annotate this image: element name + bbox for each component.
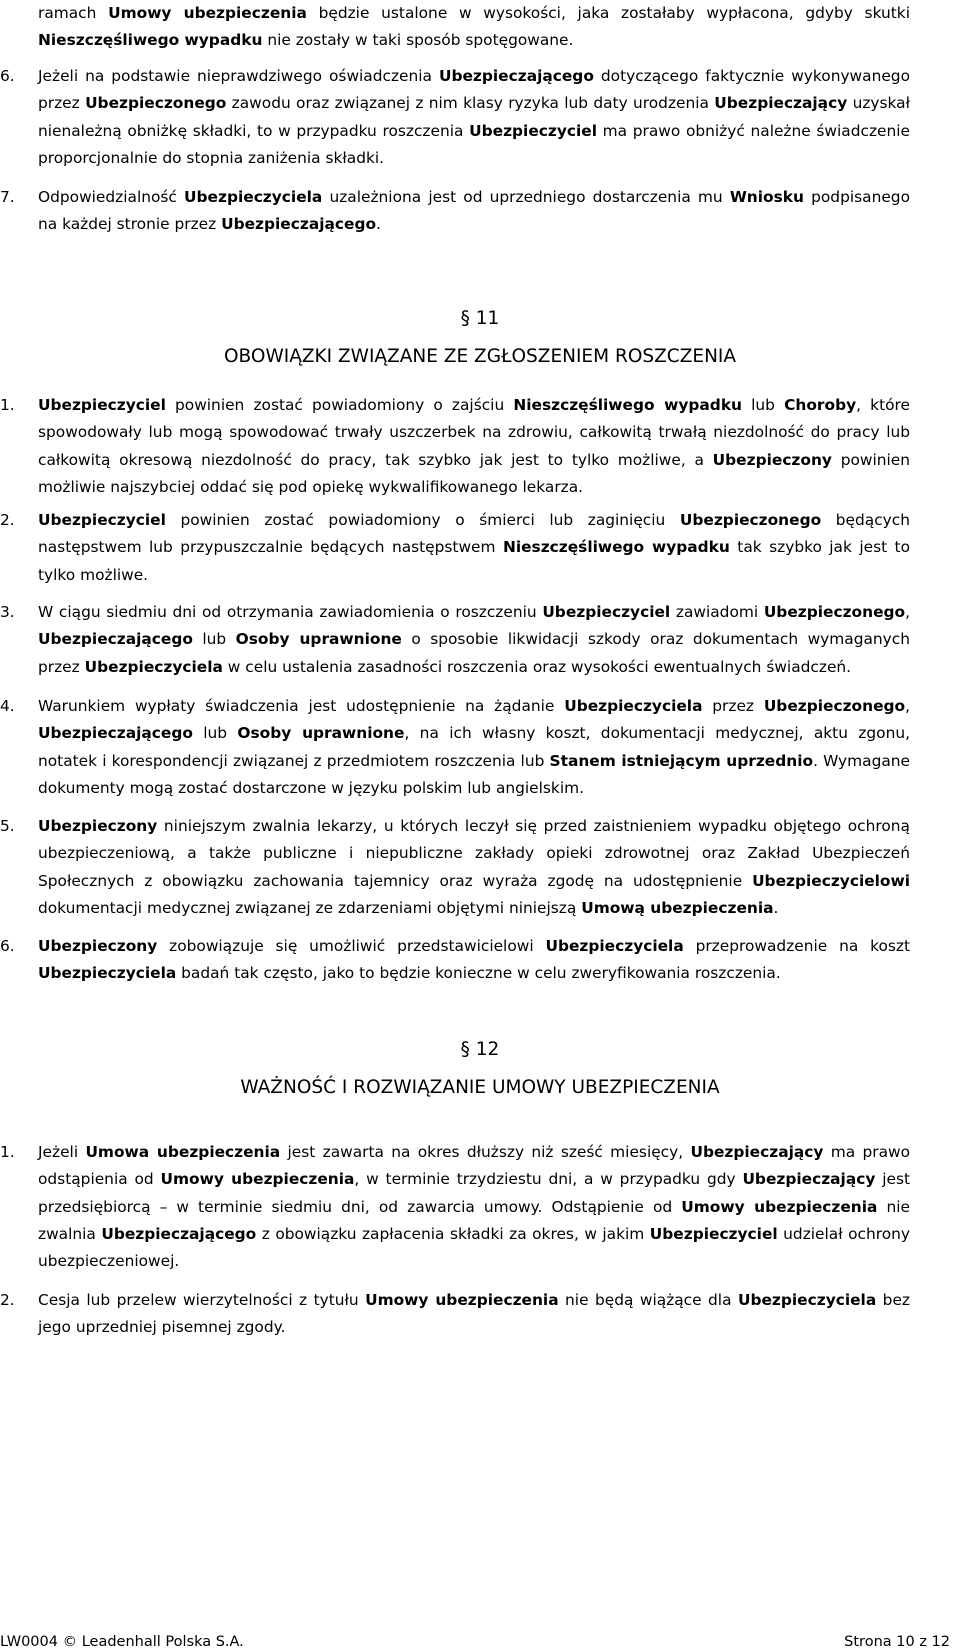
- text-run: Warunkiem wypłaty świadczenia jest udostępnienie na żądanie: [38, 697, 565, 715]
- defined-term: Ubezpieczającego: [38, 630, 193, 649]
- defined-term: Ubezpieczyciela: [564, 697, 703, 715]
- text-run: przez: [702, 697, 764, 715]
- defined-term: Ubezpieczyciel: [649, 1224, 778, 1243]
- section11-item-6: [0, 933, 910, 988]
- text-run: ramach: [38, 4, 109, 22]
- text-run: zawiadomi: [670, 603, 764, 621]
- text-run: nie zostały w taki sposób spotęgowane.: [262, 31, 574, 50]
- section12-item-1: [0, 1139, 910, 1275]
- text-run: ma prawo obniżyć należne świadczenie proporcjonalnie do stopnia zaniżenia składki.: [38, 121, 910, 167]
- text-run: udzielał ochrony ubezpieczeniowej.: [38, 1224, 910, 1271]
- text-run: powinien zostać powiadomiony o zajściu: [165, 396, 514, 414]
- text-run: przeprowadzenie na koszt: [683, 937, 911, 955]
- footer-page-number: Strona 10 z 12: [844, 1634, 950, 1650]
- item-text: [38, 599, 910, 681]
- defined-term: Ubezpieczającego: [438, 67, 594, 85]
- text-run: ,: [905, 603, 910, 621]
- item-number: 3.: [0, 603, 15, 621]
- defined-term: Ubezpieczony: [38, 817, 158, 835]
- text-run: uzależniona jest od uprzedniego dostarczenia mu: [322, 188, 730, 206]
- defined-term: Umową ubezpieczenia: [581, 898, 774, 917]
- defined-term: Wniosku: [729, 188, 804, 206]
- text-run: niniejszym zwalnia lekarzy, u których leczył się przed zaistnieniem wypadku objętego ochroną ubezpieczeniową, a także publiczne i niepubliczne zakłady opieki zdrowotnej oraz Zakład Ubezpieczeń Społecznych z obowiązku zachowania tajemnicy oraz wyraża zgodę na udostępnienie: [38, 817, 910, 890]
- text-run: .: [773, 898, 779, 917]
- text-run: W ciągu siedmiu dni od otrzymania zawiadomienia o roszczeniu: [38, 603, 543, 621]
- defined-term: Umowy ubezpieczenia: [681, 1197, 878, 1216]
- item-text: [38, 813, 910, 922]
- defined-term: Ubezpieczony: [38, 937, 158, 955]
- text-run: nie będą wiążące dla: [558, 1291, 738, 1309]
- text-run: podpisanego na każdej stronie przez: [38, 188, 910, 234]
- section11-item-5: [0, 813, 910, 922]
- text-run: , które spowodowały lub mogą spowodować trwały uszczerbek na zdrowiu, całkowitą trwałą niezdolność do pracy lub całkowitą okresową niezdolność do pracy, tak szybko jak jest to tylko możliwe, a: [38, 396, 910, 469]
- text-run: Jeżeli na podstawie nieprawdziwego oświadczenia: [38, 67, 439, 85]
- text-run: nie zwalnia: [38, 1197, 910, 1243]
- defined-term: Ubezpieczyciel: [38, 511, 166, 529]
- defined-term: Nieszczęśliwego wypadku: [38, 31, 263, 50]
- item-text: [38, 63, 910, 172]
- section11-item-3: [0, 599, 910, 681]
- section10-item-6: [0, 63, 910, 172]
- defined-term: Stanem istniejącym uprzednio: [549, 751, 814, 770]
- item-text: [38, 693, 910, 802]
- text-run: powinien zostać powiadomiony o śmierci lub zaginięciu: [165, 511, 680, 529]
- defined-term: Ubezpieczonego: [85, 94, 227, 113]
- text-run: w celu ustalenia zasadności roszczenia oraz wysokości ewentualnych świadczeń.: [222, 657, 852, 676]
- defined-term: Ubezpieczonego: [763, 603, 906, 621]
- text-run: Odpowiedzialność: [38, 188, 185, 206]
- text-run: będących następstwem lub przypuszczalnie będących następstwem: [38, 511, 910, 557]
- text-run: lub: [742, 396, 785, 414]
- text-run: zobowiązuje się umożliwić przedstawicielowi: [157, 937, 546, 955]
- item-text: [38, 1287, 910, 1342]
- defined-term: Ubezpieczającego: [38, 724, 193, 743]
- text-run: uzyskał nienależną obniżkę składki, to w przypadku roszczenia: [38, 94, 910, 140]
- section-title: WAŻNOŚĆ I ROZWIĄZANIE UMOWY UBEZPIECZENIA: [240, 1077, 720, 1098]
- section-number: § 12: [460, 1039, 500, 1060]
- defined-term: Ubezpieczający: [742, 1170, 876, 1189]
- defined-term: Nieszczęśliwego wypadku: [502, 538, 730, 557]
- defined-term: Umowy ubezpieczenia: [365, 1291, 559, 1309]
- text-run: , w terminie trzydziestu dni, a w przypadku gdy: [354, 1170, 743, 1189]
- item-text: [38, 392, 910, 501]
- defined-term: Ubezpieczycielowi: [752, 871, 910, 890]
- defined-term: Ubezpieczyciela: [84, 657, 223, 676]
- defined-term: Ubezpieczającego: [101, 1224, 257, 1243]
- item-number: 6.: [0, 67, 15, 85]
- item-text: [38, 1139, 910, 1275]
- text-run: , na ich własny koszt, dokumentacji medycznej, aktu zgonu, notatek i korespondencji związanej z przedmiotem roszczenia lub: [38, 724, 910, 770]
- defined-term: Ubezpieczyciela: [545, 937, 684, 955]
- footer-copyright: LW0004 © Leadenhall Polska S.A.: [0, 1634, 244, 1650]
- defined-term: Ubezpieczyciela: [737, 1291, 877, 1309]
- text-run: .: [376, 215, 381, 234]
- defined-term: Osoby uprawnione: [237, 724, 405, 743]
- defined-term: Ubezpieczający: [690, 1143, 824, 1161]
- defined-term: Umowa ubezpieczenia: [85, 1143, 281, 1161]
- text-run: Jeżeli: [38, 1143, 86, 1161]
- text-run: tak szybko jak jest to tylko możliwe.: [38, 538, 910, 584]
- defined-term: Ubezpieczyciel: [38, 396, 166, 414]
- section11-item-2: [0, 507, 910, 589]
- defined-term: Ubezpieczonego: [763, 697, 906, 715]
- text-run: zawodu oraz związanej z nim klasy ryzyka lub daty urodzenia: [226, 94, 715, 113]
- item-number: 4.: [0, 697, 15, 715]
- defined-term: Ubezpieczającego: [221, 215, 377, 234]
- item-number: 7.: [0, 188, 15, 206]
- text-run: o sposobie likwidacji szkody oraz dokumentach wymaganych przez: [38, 630, 910, 676]
- item-number: 1.: [0, 1143, 15, 1161]
- defined-term: Umowy ubezpieczenia: [108, 4, 307, 22]
- text-run: z obowiązku zapłacenia składki za okres, w jakim: [256, 1224, 650, 1243]
- text-run: powinien możliwie najszybciej oddać się pod opiekę wykwalifikowanego lekarza.: [38, 450, 911, 496]
- text-run: dotyczącego faktycznie wykonywanego przez: [38, 67, 910, 113]
- text-run: jest przedsiębiorcą – w terminie siedmiu dni, od zawarcia umowy. Odstąpienie od: [38, 1170, 911, 1216]
- item-number: 6.: [0, 937, 15, 955]
- section11-item-4: [0, 693, 910, 802]
- defined-term: Ubezpieczyciela: [38, 964, 177, 983]
- item-text: [38, 184, 910, 239]
- text-run: będzie ustalone w wysokości, jaka zostałaby wypłacona, gdyby skutki: [306, 4, 910, 22]
- defined-term: Ubezpieczający: [714, 94, 848, 113]
- text-run: dokumentacji medycznej związanej ze zdarzeniami objętymi niniejszą: [38, 898, 582, 917]
- text-run: jest zawarta na okres dłuższy niż sześć miesięcy,: [280, 1143, 691, 1161]
- section-11-heading: [0, 306, 960, 370]
- section10-item-7: [0, 184, 910, 239]
- defined-term: Ubezpieczonego: [679, 511, 822, 529]
- defined-term: Ubezpieczyciela: [184, 188, 323, 206]
- defined-term: Nieszczęśliwego wypadku: [513, 396, 743, 414]
- top-paragraph: [38, 0, 910, 55]
- defined-term: Ubezpieczyciel: [469, 121, 597, 140]
- section11-item-1: [0, 392, 910, 501]
- text-run: badań tak często, jako to będzie konieczne w celu zweryfikowania roszczenia.: [176, 964, 781, 983]
- defined-term: Choroby: [784, 396, 857, 414]
- text-run: lub: [192, 724, 238, 743]
- section-12-heading: [0, 1037, 960, 1101]
- section12-item-2: [0, 1287, 910, 1342]
- item-number: 2.: [0, 1291, 15, 1309]
- section-title: OBOWIĄZKI ZWIĄZANE ZE ZGŁOSZENIEM ROSZCZENIA: [223, 346, 737, 367]
- defined-term: Ubezpieczyciel: [542, 603, 671, 621]
- text-run: bez jego uprzedniej pisemnej zgody.: [38, 1291, 910, 1337]
- text-run: Cesja lub przelew wierzytelności z tytułu: [38, 1291, 366, 1309]
- defined-term: Ubezpieczony: [712, 450, 832, 469]
- text-run: lub: [192, 630, 236, 649]
- defined-term: Umowy ubezpieczenia: [160, 1170, 355, 1189]
- item-text: [38, 507, 910, 589]
- item-number: 1.: [0, 396, 15, 414]
- text-run: ,: [905, 697, 910, 715]
- item-number: 2.: [0, 511, 15, 529]
- item-text: [38, 933, 910, 988]
- text-run: ma prawo odstąpienia od: [38, 1143, 910, 1189]
- section-number: § 11: [460, 308, 500, 329]
- item-number: 5.: [0, 817, 15, 835]
- text-run: . Wymagane dokumenty mogą zostać dostarczone w języku polskim lub angielskim.: [38, 751, 911, 797]
- defined-term: Osoby uprawnione: [235, 630, 402, 649]
